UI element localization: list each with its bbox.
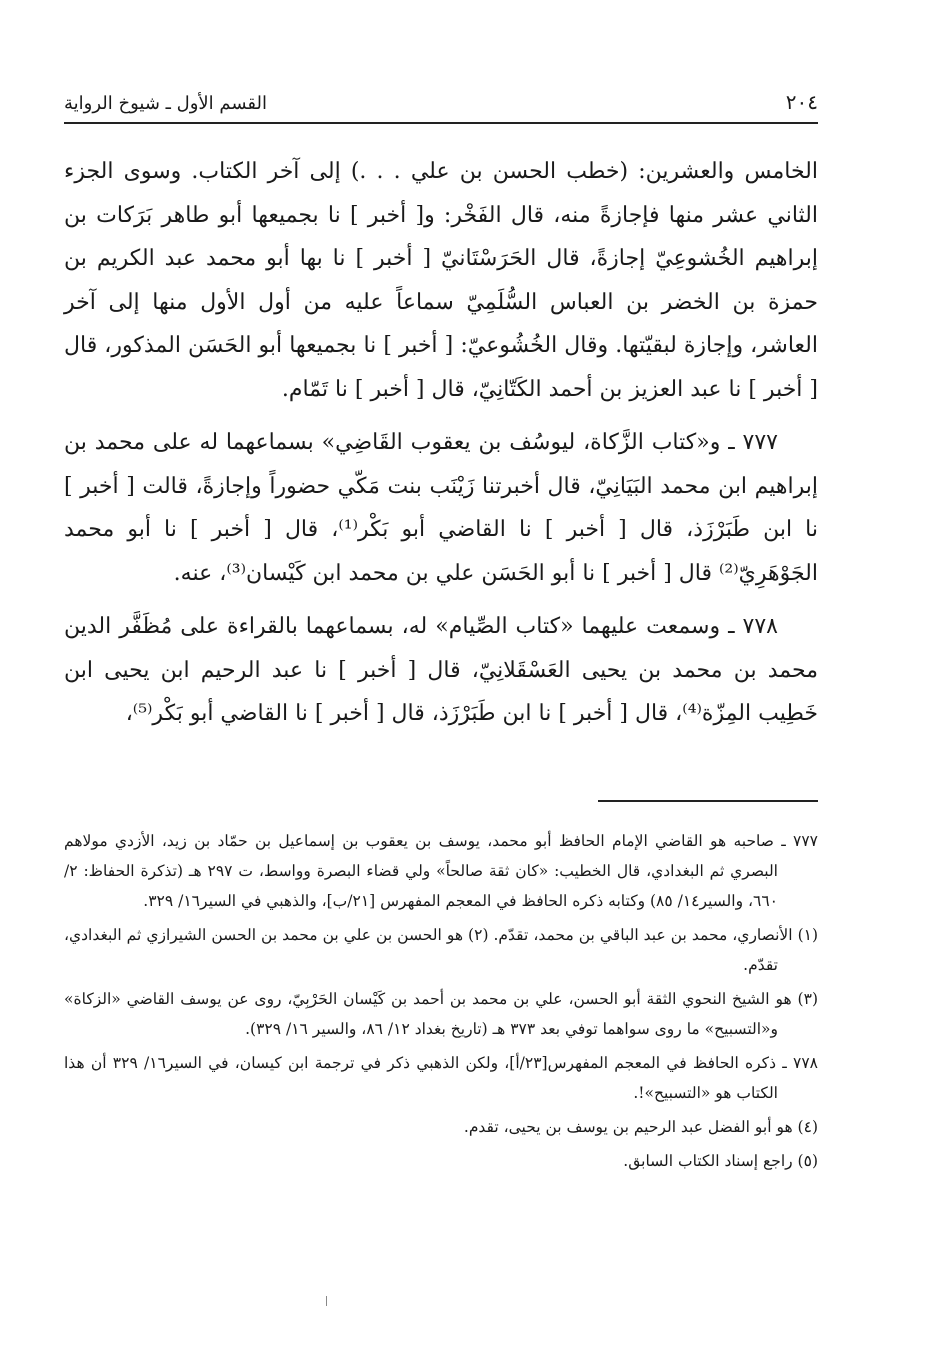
header-rule (64, 122, 818, 124)
running-title: القسم الأول ـ شيوخ الرواية (64, 93, 268, 114)
body-paragraph: ٧٧٧ ـ و«كتاب الزَّكاة، ليوسُف بن يعقوب القَاضِي» بسماعهما له على محمد بن إبراهيم ابن محمد البَيَانِيّ، قال أخبرتنا زَيْنَب بنت مَكّي حضوراً وإجازةً، قالت [ أخبر ] نا ابن طَبَرْزَذ، قال [ أخبر ] نا القاضي أبو بَكْر⁽¹⁾، قال [ أخبر ] نا أبو محمد الجَوْهَرِيّ⁽²⁾ قال [ أخبر ] نا أبو الحَسَن علي بن محمد ابن كَيْسان⁽³⁾، عنه. (64, 430, 818, 586)
footnote: (٣) هو الشيخ النحوي الثقة أبو الحسن، علي بن محمد بن أحمد بن كَيْسان الحَرْبِيّ، روى عن يوسف القاضي «الزكاة» و«التسبيح» ما روى سواهما توفي بعد ٣٧٣ هـ (تاريخ بغداد ١٢/ ٨٦، والسير ١٦/ ٣٢٩). (64, 990, 818, 1038)
footnote: ٧٧٨ ـ ذكره الحافظ في المعجم المفهرس[٢٣/أ]، ولكن الذهبي ذكر في ترجمة ابن كيسان، في السير١٦/ ٣٢٩ أن هذا الكتاب هو «التسبيح»!. (64, 1054, 818, 1102)
footnote: (١) الأنصاري، محمد بن عبد الباقي بن محمد، تقدّم. (٢) هو الحسن بن علي بن محمد بن الحسن الشيرازي ثم البغدادي، تقدّم. (64, 926, 819, 974)
footnote: (٥) راجع إسناد الكتاب السابق. (623, 1152, 818, 1170)
footnote: (٤) هو أبو الفضل عبد الرحيم بن يوسف بن يحيى، تقدم. (463, 1118, 818, 1136)
footnote-separator (598, 800, 818, 802)
page-header (64, 74, 818, 114)
footnotes (64, 826, 818, 1180)
page-number: ٢٠٤ (785, 90, 818, 114)
body-paragraph: ٧٧٨ ـ وسمعت عليهما «كتاب الصِّيام» له، بسماعهما بالقراءة على مُظَفَّر الدين محمد بن محمد بن يحيى العَسْقَلانِيّ، قال [ أخبر ] نا عبد الرحيم ابن يحيى ابن خَطِيب المِزّة⁽⁴⁾، قال [ أخبر ] نا ابن طَبَرْزَذ، قال [ أخبر ] نا القاضي أبو بَكْر⁽⁵⁾، (64, 614, 818, 726)
body-paragraph: الخامس والعشرين: (خطب الحسن بن علي . . .) إلى آخر الكتاب. وسوى الجزء الثاني عشر منها فإجازةً منه، قال الفَخْر: و[ أخبر ] نا بجميعها أبو طاهر بَرَكات بن إبراهيم الخُشوعِيّ إجازةً، قال الحَرَسْتَانيّ [ أخبر ] نا بها أبو محمد عبد الكريم بن حمزة بن الخضر بن العباس السُّلَمِيّ سماعاً عليه من أول الأول منها إلى آخر العاشر، وإجازة لبقيّتها. وقال الخُشُوعيّ: [ أخبر ] نا بجميعها أبو الحَسَن المذكور، قال [ أخبر ] نا عبد العزيز بن أحمد الكَتّانِيّ، قال [ أخبر ] نا تَمّام. (64, 159, 818, 402)
main-text (64, 150, 818, 746)
scan-speck (326, 1296, 327, 1306)
footnote: ٧٧٧ ـ صاحبه هو القاضي الإمام الحافظ أبو محمد، يوسف بن يعقوب بن إسماعيل بن حمّاد بن زيد، الأزدي مولاهم البصري ثم البغدادي، قال الخطيب: «كان ثقة صالحاً» ولي قضاء البصرة وواسط، ت ٢٩٧ هـ (تذكرة الحفاظ: ٢/ ٦٦٠، والسير١٤/ ٨٥) وكتابه ذكره الحافظ في المعجم المفهرس [٢١/ب]، والذهبي في السير١٦/ ٣٢٩. (64, 832, 818, 910)
